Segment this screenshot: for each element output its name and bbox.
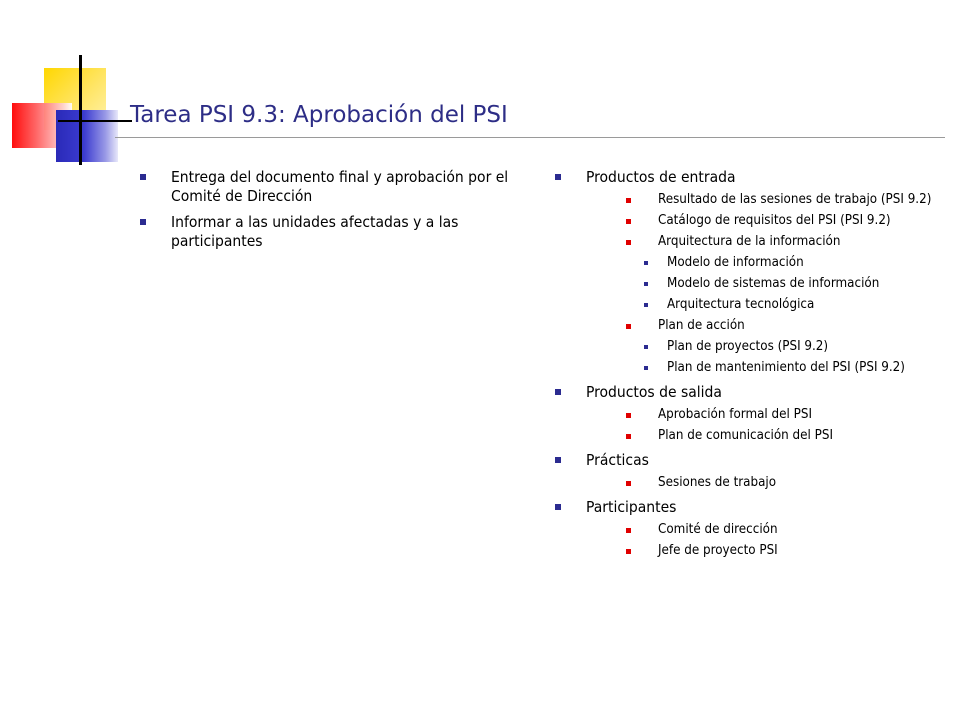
- title-underline: [115, 137, 945, 138]
- sub-list-item: Arquitectura tecnológica: [644, 297, 940, 313]
- decor-vertical-line: [79, 55, 82, 165]
- salida-list: [586, 407, 940, 444]
- bullet-entrega: Entrega del documento final y aprobación por el Comité de Dirección: [140, 168, 525, 206]
- right-column: [555, 168, 940, 566]
- sub-list-item: Plan de mantenimiento del PSI (PSI 9.2): [644, 360, 940, 376]
- section-label: Prácticas: [586, 451, 649, 469]
- sub-list-item: Modelo de sistemas de información: [644, 276, 940, 292]
- participantes-list: [586, 522, 940, 559]
- list-item: Sesiones de trabajo: [626, 475, 940, 491]
- section-participantes: [555, 498, 940, 559]
- list-item-arquitectura: [626, 234, 940, 313]
- practicas-list: [586, 475, 940, 491]
- sub-list-item: Plan de proyectos (PSI 9.2): [644, 339, 940, 355]
- list-item: Comité de dirección: [626, 522, 940, 538]
- section-productos-salida: [555, 383, 940, 444]
- left-bullet-list: [140, 168, 525, 251]
- section-productos-entrada: [555, 168, 940, 376]
- right-bullet-list: [555, 168, 940, 559]
- list-item-label: Plan de acción: [658, 318, 745, 333]
- list-item: Jefe de proyecto PSI: [626, 543, 940, 559]
- section-label: Participantes: [586, 498, 677, 516]
- list-item: Catálogo de requisitos del PSI (PSI 9.2): [626, 213, 940, 229]
- decor-blue-square: [56, 110, 118, 162]
- arquitectura-sublist: [626, 255, 940, 313]
- sub-list-item: Modelo de información: [644, 255, 940, 271]
- list-item: Resultado de las sesiones de trabajo (PSI 9.2): [626, 192, 940, 208]
- plan-sublist: [626, 339, 940, 376]
- list-item-label: Arquitectura de la información: [658, 234, 841, 249]
- list-item: Aprobación formal del PSI: [626, 407, 940, 423]
- bullet-informar: Informar a las unidades afectadas y a las participantes: [140, 213, 525, 251]
- decor-horizontal-line: [58, 120, 132, 122]
- section-label: Productos de salida: [586, 383, 722, 401]
- list-item: Plan de comunicación del PSI: [626, 428, 940, 444]
- slide-title: Tarea PSI 9.3: Aprobación del PSI: [130, 102, 508, 128]
- left-column: [140, 168, 525, 258]
- section-label: Productos de entrada: [586, 168, 736, 186]
- entrada-list: [586, 192, 940, 376]
- list-item-plan-accion: [626, 318, 940, 376]
- section-practicas: [555, 451, 940, 491]
